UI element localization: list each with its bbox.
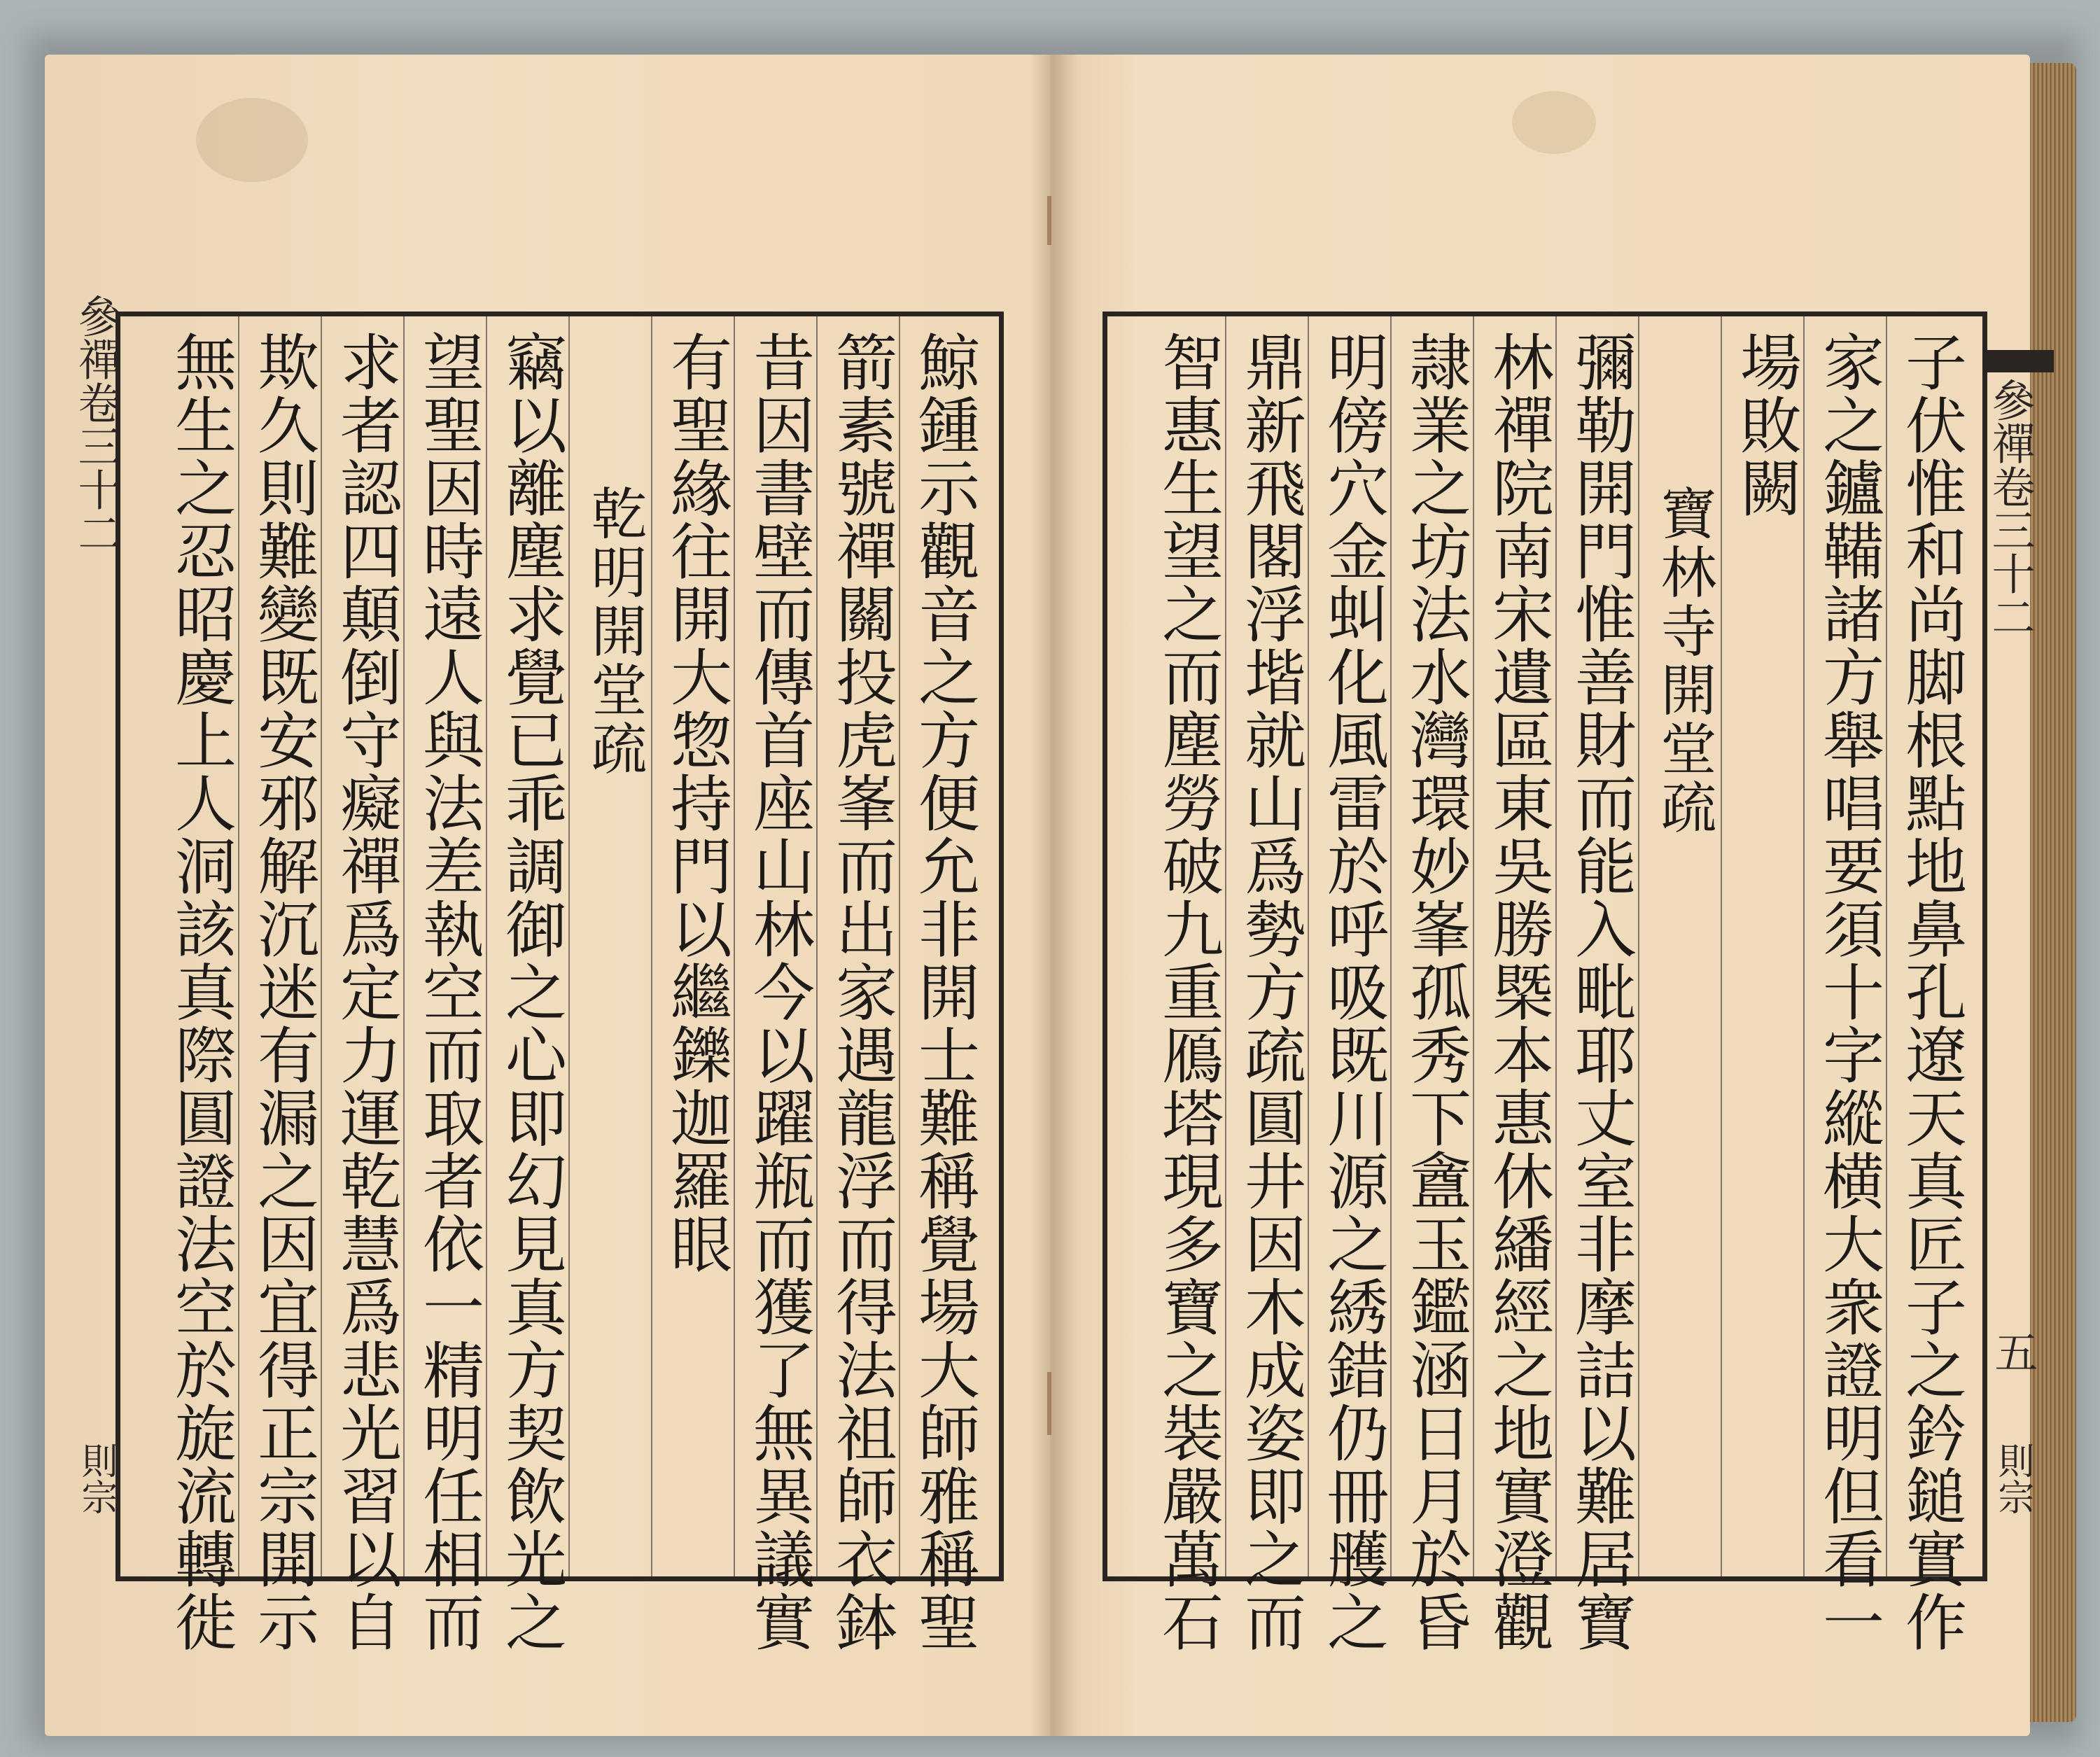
margin-heading-left: 參禪卷三十二 (71, 294, 122, 554)
section-title-qianming: 乾明開堂疏 (582, 484, 647, 778)
book-gutter (1029, 55, 1078, 1736)
right-column-1: 子伏惟和尚脚根點地鼻孔遼天真匠子之鈐鎚實作 (1896, 330, 1968, 1653)
right-column-10: 智惠生望之而塵勞破九重鴈塔現多寶之裝嚴萬石 (1152, 330, 1224, 1653)
right-column-2: 家之鑪鞴諸方舉唱要須十字縱横大衆證明但看一 (1813, 330, 1885, 1653)
folio-number: 五 (1987, 1330, 2038, 1373)
left-column-10: 無生之忍昭慶上人洞該真際圓證法空於旋流轉徙 (165, 330, 237, 1653)
right-column-9: 鼎新飛閣浮堦就山爲勢方疏圓井因木成姿即之而 (1235, 330, 1307, 1653)
paper-stain (196, 98, 308, 182)
margin-footer-right: 則宗 (1991, 1442, 2033, 1515)
left-column-2: 箭素號禪關投虎峯而出家遇龍浮而得法祖師衣鉢 (826, 330, 898, 1653)
right-text-frame (1102, 312, 1987, 1653)
left-column-1: 鯨鍾示觀音之方便允非開士難稱覺場大師雅稱聖 (909, 330, 981, 1653)
right-column-3: 場敗闕 (1730, 330, 1802, 519)
fish-tail-mark (1987, 350, 2054, 372)
left-column-6: 竊以離塵求覺已乖調御之心即幻見真方契飲光之 (496, 330, 568, 1653)
left-column-3: 昔因書壁而傳首座山林今以躍瓶而獲了無異議實 (743, 330, 816, 1653)
right-column-8: 明傍穴金虯化風雷於呼吸既川源之綉錯仍冊雘之 (1317, 330, 1390, 1653)
left-text-frame (115, 312, 1004, 1653)
margin-footer-left: 則宗 (75, 1442, 117, 1515)
binding-thread (1047, 196, 1051, 245)
binding-thread (1047, 1372, 1051, 1435)
paper-stain (1512, 91, 1596, 154)
right-column-7: 隷業之坊法水灣環妙峯孤秀下盦玉鑑涵日月於昏 (1400, 330, 1472, 1653)
left-column-8: 求者認四顛倒守癡禪爲定力運乾慧爲悲光習以自 (330, 330, 402, 1653)
right-column-6: 林禪院南宋遺區東吳勝槩本惠休繙經之地實澄觀 (1483, 330, 1555, 1653)
right-column-5: 彌勒開門惟善財而能入毗耶丈室非摩詰以難居寶 (1565, 330, 1637, 1653)
left-column-7: 望聖因時遠人與法差執空而取者依一精明任相而 (413, 330, 485, 1653)
section-title-baolin: 寶林寺開堂疏 (1651, 484, 1716, 837)
left-column-9: 欺久則難變既安邪解沉迷有漏之因宜得正宗開示 (248, 330, 320, 1653)
margin-heading-right: 參禪卷三十二 (1984, 378, 2036, 638)
left-column-4: 有聖緣往開大惣持門以繼鑠迦羅眼 (661, 330, 733, 1275)
